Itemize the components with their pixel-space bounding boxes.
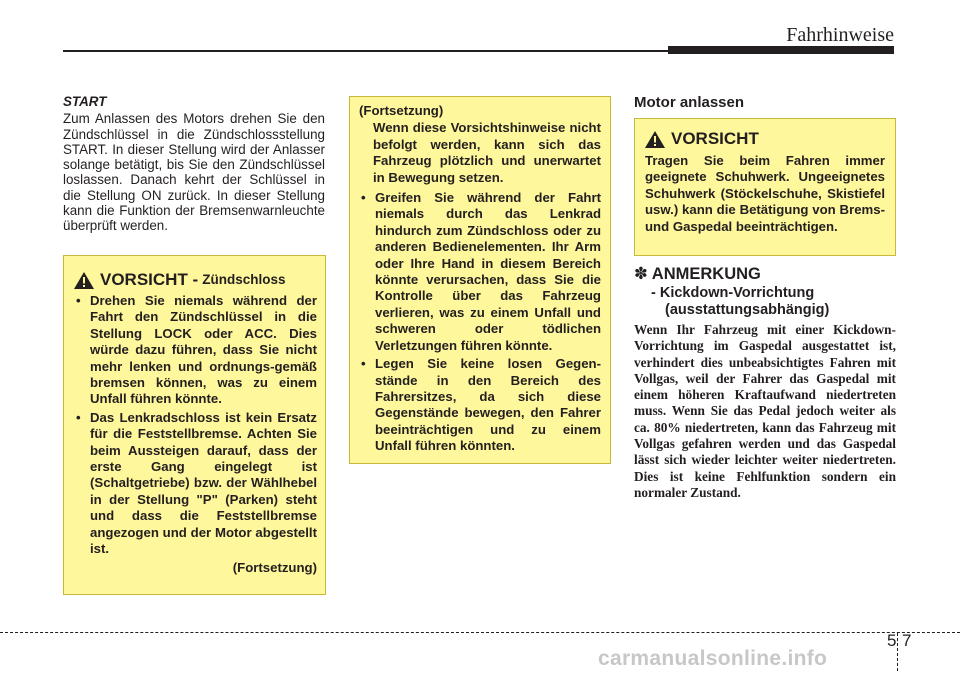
caution-box-footwear [634,118,896,256]
start-paragraph: Zum Anlassen des Motors drehen Sie den Zündschlüssel in die Zündschlossstellung START. In dieser Stellung wird der Anlasser solange betätigt, bis Sie den Zündschlüssel loslassen. Danach kehrt der Schlüssel in die Stellung ON zurück. In dieser Stellung kann die Funktion der Bremsenwarnleuchte überprüft werden. [63,111,325,234]
caution-box-ignition [63,255,326,595]
caution-item: • Legen Sie keine losen Gegen-stände in den Bereich des Fahrersitzes, da sich diese Gegenstände bewegen, den Fahrer beeinträchtigen und zu einem Unfall führen könnten. [359,356,601,454]
note-sub-line: - Kickdown-Vorrichtung [651,285,815,301]
caution-title-text: VORSICHT - [100,270,199,290]
continued-header: (Fortsetzung) [359,103,444,118]
caution-title [645,131,885,148]
warning-triangle-icon [645,131,665,148]
caution-list [359,190,601,455]
note-heading: ✽ ANMERKUNG [634,265,761,283]
caution-subtitle: Zündschloss [202,272,286,288]
caution-title [74,272,317,289]
footer-rule [0,632,960,633]
page-number-divider [897,633,899,671]
page-number: 7 [902,631,912,650]
note-sub-line: (ausstattungsabhängig) [665,301,830,318]
continued-label: (Fortsetzung) [232,559,317,575]
note-body: Wenn Ihr Fahrzeug mit einer Kickdown-Vorrichtung im Gaspedal ausgestattet ist, verhindert dies unbeabsichtigtes Fahren mit Vollgas, weil der Fahrer das Gaspedal mit einem höheren Kraftaufwand niedertreten muss. Wenn Sie das Pedal jedoch weiter als ca. 80% niedertreten, kann das Fahrzeug mit Vollgas gefahren werden und das Gaspedal lässt sich wieder leichter weiter niedertreten. Dies ist keine Fehlfunktion sondern ein normaler Zustand. [634,322,896,500]
note-subheading [651,285,829,318]
caution-item: • Greifen Sie während der Fahrt niemals durch das Lenkrad hindurch zum Zündschloss oder zu anderen Bedienelementen. Ihr Arm oder Ihre Hand in diesem Bereich könnte verursachen, dass Sie die Kontrolle über das Fahrzeug verlieren, was zu einem Unfall und schweren oder tödlichen Verletzungen führen könnte. [359,190,601,354]
caution-list [74,293,317,558]
caution-text: Tragen Sie beim Fahren immer geeignete Schuhwerk. Ungeeignetes Schuhwerk (Stöckelschuhe, Skistiefel usw.) kann die Betätigung von Brems- und Gaspedal beeinträchtigen. [645,153,885,234]
start-section [63,94,325,234]
chapter-number: 5 [887,631,897,650]
header-title: Fahrhinweise [786,24,894,46]
watermark: carmanualsonline.info [598,647,828,670]
start-label: START [63,94,107,109]
caution-box-continued [349,96,611,464]
header-rule [63,50,673,52]
caution-title-text: VORSICHT [671,129,759,149]
caution-item: • Drehen Sie niemals während der Fahrt den Zündschlüssel in die Stellung LOCK oder ACC. Dies würde dazu führen, dass Sie nicht mehr lenken und ordnungs-gemäß bremsen können, was zu einem Unfall führen könnte. [74,293,317,408]
header-rule-accent [668,46,894,54]
caution-intro: Wenn diese Vorsichtshinweise nicht befolgt werden, kann sich das Fahrzeug plötzlich und unerwartet in Bewegung setzen. [373,120,601,185]
section-heading: Motor anlassen [634,94,745,111]
caution-item: • Das Lenkradschloss ist kein Ersatz für die Feststellbremse. Achten Sie beim Aussteigen darauf, dass der erste Gang eingelegt ist (Schaltgetriebe) bzw. der Wählhebel in der Stellung "P" (Parken) steht und dass die Feststellbremse angezogen und der Motor abgestellt ist. [74,410,317,558]
warning-triangle-icon [74,272,94,289]
